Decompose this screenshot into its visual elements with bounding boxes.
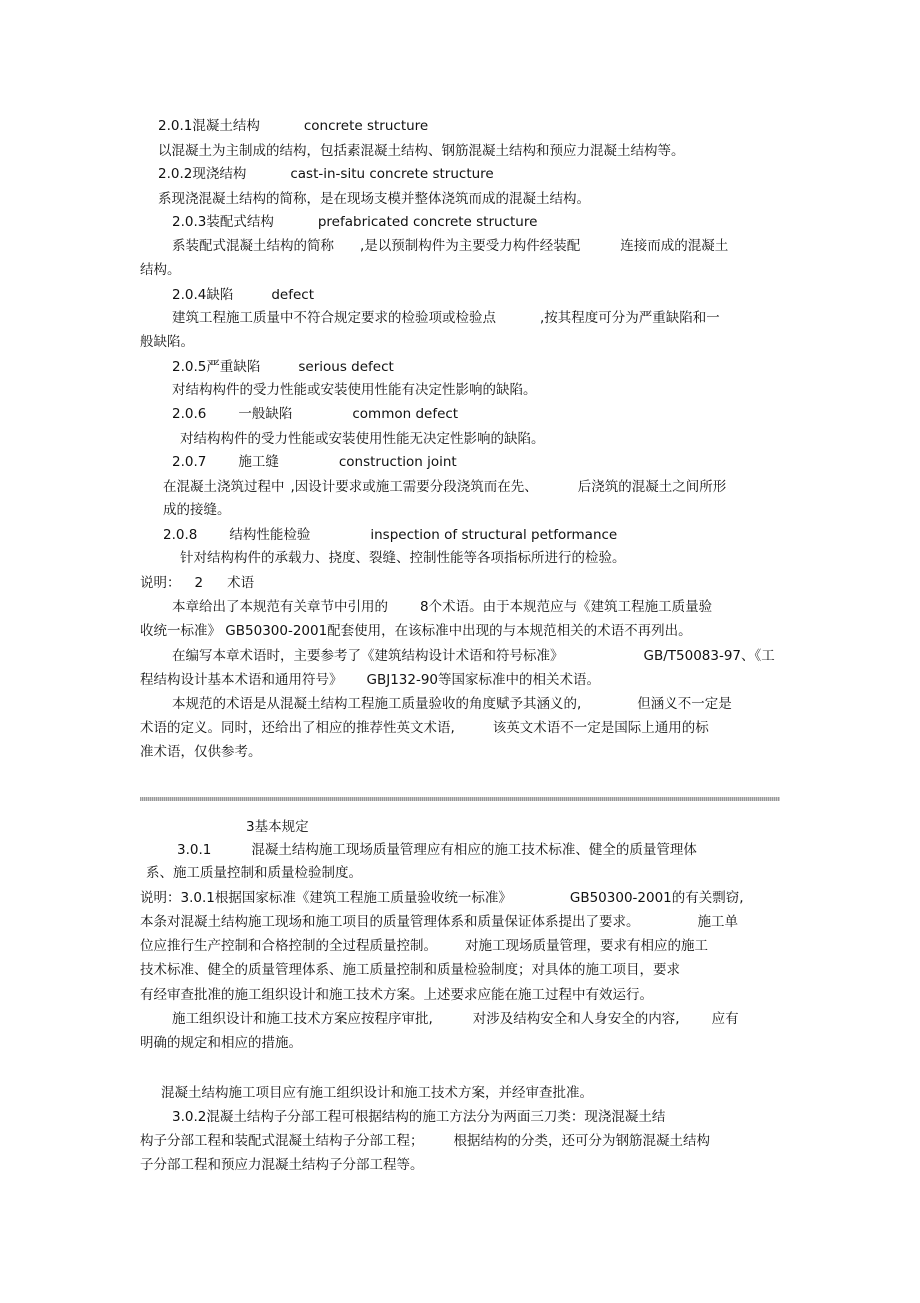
term-number: 2.0.7 — [172, 454, 207, 470]
term-definition: 对结构构件的受力性能或安装使用性能无决定性影响的缺陷。 — [180, 431, 545, 447]
note-paragraph: 技术标准、健全的质量管理体系、施工质量控制和质量检验制度；对具体的施工项目，要求 — [140, 962, 680, 978]
term-cn: 严重缺陷 — [206, 359, 261, 375]
term-heading — [158, 164, 494, 184]
term-en: inspection of structural petformance — [370, 527, 618, 543]
term-definition: 系装配式混凝土结构的简称 ,是以预制构件为主要受力构件经装配 连接而成的混凝土 — [172, 238, 729, 254]
note-paragraph: 准术语，仅供参考。 — [140, 744, 262, 760]
term-number: 2.0.5 — [172, 359, 207, 375]
term-number: 2.0.4 — [172, 287, 207, 303]
term-definition-cont: 般缺陷。 — [140, 334, 194, 350]
note-paragraph: 术语的定义。同时，还给出了相应的推荐性英文术语, 该英文术语不一定是国际上通用的标 — [140, 720, 709, 736]
note-paragraph: 本条对混凝土结构施工现场和施工项目的质量管理体系和质量保证体系提出了要求。 施工单 — [140, 914, 738, 930]
clause-item: 混凝土结构施工项目应有施工组织设计和施工技术方案，并经审查批准。 — [161, 1085, 593, 1101]
term-cn: 缺陷 — [206, 287, 234, 303]
note-paragraph: 位应推行生产控制和合格控制的全过程质量控制。 对施工现场质量管理，要求有相应的施工 — [140, 938, 708, 954]
note-heading: 说明： 2 术语 — [140, 575, 255, 591]
term-en: prefabricated concrete structure — [317, 214, 538, 230]
term-en: concrete structure — [303, 118, 429, 134]
term-definition-cont: 成的接缝。 — [163, 502, 231, 518]
note-paragraph: 说明：3.0.1根据国家标准《建筑工程施工质量验收统一标准》 GB50300-2001的有关剽窃, — [140, 890, 744, 906]
clause-text-cont: 系、施工质量控制和质量检验制度。 — [146, 865, 362, 881]
term-number: 2.0.1 — [158, 118, 193, 134]
clause-text: 3.0.2混凝土结构子分部工程可根据结构的施工方法分为两面三刀类：现浇混凝土结 — [172, 1109, 666, 1125]
term-definition: 建筑工程施工质量中不符合规定要求的检验项或检验点 ,按其程度可分为严重缺陷和一 — [172, 310, 720, 326]
section-divider — [140, 797, 780, 801]
term-number: 2.0.2 — [158, 166, 193, 182]
note-paragraph: 本章给出了本规范有关章节中引用的 8个术语。由于本规范应与《建筑工程施工质量验 — [172, 599, 713, 615]
term-cn: 结构性能检验 — [229, 527, 311, 543]
term-en: cast-in-situ concrete structure — [290, 166, 494, 182]
term-en: defect — [271, 287, 315, 303]
term-definition: 系现浇混凝土结构的简称，是在现场支模并整体浇筑而成的混凝土结构。 — [158, 191, 590, 207]
note-paragraph: 施工组织设计和施工技术方案应按程序审批, 对涉及结构安全和人身安全的内容, 应有 — [172, 1011, 739, 1027]
note-paragraph: 明确的规定和相应的措施。 — [140, 1035, 302, 1051]
term-en: common defect — [352, 406, 459, 422]
term-definition: 以混凝土为主制成的结构，包括素混凝土结构、钢筋混凝土结构和预应力混凝土结构等。 — [158, 143, 685, 159]
note-paragraph: 有经审查批准的施工组织设计和施工技术方案。上述要求应能在施工过程中有效运行。 — [140, 987, 653, 1003]
term-cn: 混凝土结构 — [192, 118, 260, 134]
term-heading — [163, 525, 617, 545]
term-heading — [172, 285, 314, 305]
chapter-title: 3基本规定 — [246, 819, 309, 835]
term-number: 2.0.8 — [163, 527, 198, 543]
term-cn: 施工缝 — [238, 454, 279, 470]
term-definition: 在混凝土浇筑过程中 ,因设计要求或施工需要分段浇筑而在先、 后浇筑的混凝土之间所形 — [163, 479, 727, 495]
note-paragraph: 程结构设计基本术语和通用符号》 GBJ132-90等国家标准中的相关术语。 — [140, 672, 601, 688]
term-cn: 现浇结构 — [192, 166, 247, 182]
clause-text-cont: 子分部工程和预应力混凝土结构子分部工程等。 — [140, 1157, 424, 1173]
term-heading — [172, 212, 537, 232]
clause-number: 3.0.1 — [177, 842, 212, 858]
term-definition-cont: 结构。 — [140, 262, 181, 278]
clause-text: 3.0.1 混凝土结构施工现场质量管理应有相应的施工技术标准、健全的质量管理体 — [177, 842, 697, 858]
term-heading — [172, 357, 394, 377]
term-cn: 装配式结构 — [206, 214, 274, 230]
term-number: 2.0.6 — [172, 406, 207, 422]
term-heading — [172, 404, 458, 424]
term-number: 2.0.3 — [172, 214, 207, 230]
clause-text-cont: 构子分部工程和装配式混凝土结构子分部工程； 根据结构的分类，还可分为钢筋混凝土结构 — [140, 1133, 710, 1149]
term-en: serious defect — [298, 359, 394, 375]
note-paragraph: 在编写本章术语时，主要参考了《建筑结构设计术语和符号标准》 GB/T50083-97、《工 — [172, 648, 775, 664]
term-definition: 对结构构件的受力性能或安装使用性能有决定性影响的缺陷。 — [172, 382, 537, 398]
term-heading — [172, 452, 457, 472]
term-en: construction joint — [338, 454, 457, 470]
term-definition: 针对结构构件的承载力、挠度、裂缝、控制性能等各项指标所进行的检验。 — [180, 550, 626, 566]
term-heading — [158, 116, 428, 136]
term-cn: 一般缺陷 — [238, 406, 293, 422]
note-paragraph: 本规范的术语是从混凝土结构工程施工质量验收的角度赋予其涵义的, 但涵义不一定是 — [172, 696, 732, 712]
note-paragraph: 收统一标准》 GB50300-2001配套使用，在该标准中出现的与本规范相关的术语不再列出。 — [140, 623, 692, 639]
